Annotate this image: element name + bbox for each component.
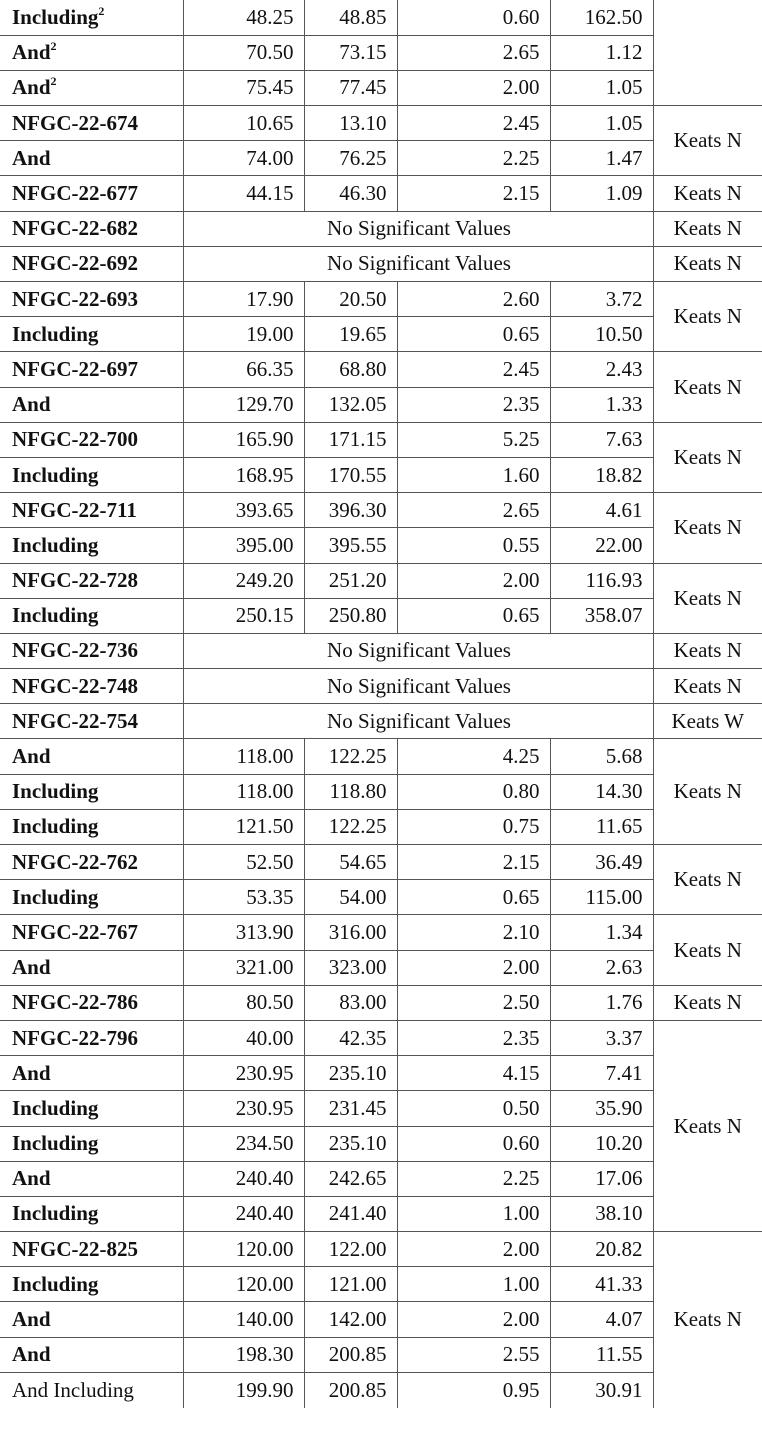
from-cell: 321.00 (183, 950, 304, 985)
hole-id-text: Including (12, 321, 99, 346)
to-cell: 323.00 (304, 950, 397, 985)
length-cell: 2.15 (397, 176, 550, 211)
length-cell: 2.50 (397, 985, 550, 1020)
zone-cell: Keats N (653, 669, 762, 704)
table-row (0, 845, 762, 880)
no-values-note: No Significant Values (183, 704, 653, 739)
grade-cell: 1.05 (550, 70, 653, 105)
to-cell: 118.80 (304, 774, 397, 809)
hole-id-cell (0, 35, 183, 70)
from-cell: 249.20 (183, 563, 304, 598)
grade-cell: 18.82 (550, 457, 653, 492)
table-row (0, 669, 762, 704)
length-cell: 2.55 (397, 1337, 550, 1372)
table-row (0, 598, 762, 633)
footnote-marker: 2 (50, 39, 57, 54)
table-row (0, 704, 762, 739)
table-row (0, 563, 762, 598)
footnote-marker: 2 (98, 3, 105, 18)
table-row (0, 176, 762, 211)
length-cell: 0.75 (397, 809, 550, 844)
from-cell: 74.00 (183, 141, 304, 176)
zone-cell (653, 0, 762, 106)
hole-id-text: NFGC-22-692 (12, 251, 138, 276)
hole-id-text: Including (12, 603, 99, 628)
grade-cell: 7.41 (550, 1056, 653, 1091)
from-cell: 75.45 (183, 70, 304, 105)
table-row (0, 915, 762, 950)
zone-cell: Keats N (653, 845, 762, 915)
hole-id-cell (0, 633, 183, 668)
hole-id-text: Including (12, 462, 99, 487)
grade-cell: 1.12 (550, 35, 653, 70)
hole-id-text: Including (12, 1095, 99, 1120)
grade-cell: 10.50 (550, 317, 653, 352)
footnote-marker: 2 (50, 74, 57, 89)
to-cell: 241.40 (304, 1196, 397, 1231)
length-cell: 0.95 (397, 1372, 550, 1407)
zone-cell: Keats N (653, 563, 762, 633)
from-cell: 19.00 (183, 317, 304, 352)
from-cell: 120.00 (183, 1232, 304, 1267)
from-cell: 250.15 (183, 598, 304, 633)
hole-id-cell (0, 317, 183, 352)
hole-id-cell (0, 1056, 183, 1091)
hole-id-cell (0, 422, 183, 457)
to-cell: 132.05 (304, 387, 397, 422)
length-cell: 5.25 (397, 422, 550, 457)
grade-cell: 10.20 (550, 1126, 653, 1161)
length-cell: 1.00 (397, 1196, 550, 1231)
to-cell: 83.00 (304, 985, 397, 1020)
zone-cell: Keats N (653, 915, 762, 985)
length-cell: 0.65 (397, 317, 550, 352)
grade-cell: 14.30 (550, 774, 653, 809)
from-cell: 118.00 (183, 774, 304, 809)
to-cell: 171.15 (304, 422, 397, 457)
grade-cell: 7.63 (550, 422, 653, 457)
from-cell: 80.50 (183, 985, 304, 1020)
from-cell: 121.50 (183, 809, 304, 844)
length-cell: 2.10 (397, 915, 550, 950)
hole-id-text: NFGC-22-711 (12, 497, 137, 522)
zone-cell: Keats N (653, 246, 762, 281)
hole-id-cell (0, 669, 183, 704)
hole-id-cell (0, 809, 183, 844)
hole-id-text: And (12, 744, 51, 769)
grade-cell: 11.65 (550, 809, 653, 844)
hole-id-cell (0, 211, 183, 246)
length-cell: 1.60 (397, 457, 550, 492)
grade-cell: 1.09 (550, 176, 653, 211)
from-cell: 10.65 (183, 106, 304, 141)
from-cell: 230.95 (183, 1056, 304, 1091)
zone-cell: Keats N (653, 176, 762, 211)
hole-id-text: And (12, 145, 51, 170)
grade-cell: 1.76 (550, 985, 653, 1020)
hole-id-cell (0, 985, 183, 1020)
to-cell: 142.00 (304, 1302, 397, 1337)
grade-cell: 4.07 (550, 1302, 653, 1337)
from-cell: 198.30 (183, 1337, 304, 1372)
hole-id-text: Including (12, 1271, 99, 1296)
grade-cell: 1.33 (550, 387, 653, 422)
grade-cell: 2.63 (550, 950, 653, 985)
table-row (0, 106, 762, 141)
to-cell: 170.55 (304, 457, 397, 492)
hole-id-text: And (12, 75, 51, 100)
hole-id-text: Including (12, 1201, 99, 1226)
grade-cell: 17.06 (550, 1161, 653, 1196)
length-cell: 2.65 (397, 493, 550, 528)
hole-id-cell (0, 774, 183, 809)
hole-id-cell (0, 1196, 183, 1231)
grade-cell: 36.49 (550, 845, 653, 880)
from-cell: 66.35 (183, 352, 304, 387)
from-cell: 313.90 (183, 915, 304, 950)
hole-id-text: NFGC-22-677 (12, 181, 138, 206)
table-row (0, 1056, 762, 1091)
hole-id-text: NFGC-22-674 (12, 110, 138, 135)
hole-id-text: NFGC-22-682 (12, 216, 138, 241)
to-cell: 316.00 (304, 915, 397, 950)
length-cell: 4.15 (397, 1056, 550, 1091)
table-row (0, 282, 762, 317)
hole-id-text: NFGC-22-796 (12, 1025, 138, 1050)
hole-id-cell (0, 1161, 183, 1196)
hole-id-cell (0, 598, 183, 633)
length-cell: 2.60 (397, 282, 550, 317)
hole-id-cell (0, 457, 183, 492)
table-row (0, 317, 762, 352)
to-cell: 46.30 (304, 176, 397, 211)
to-cell: 395.55 (304, 528, 397, 563)
hole-id-text: And (12, 40, 51, 65)
zone-cell: Keats N (653, 633, 762, 668)
hole-id-text: NFGC-22-748 (12, 673, 138, 698)
hole-id-cell (0, 528, 183, 563)
length-cell: 0.80 (397, 774, 550, 809)
length-cell: 2.35 (397, 1020, 550, 1055)
length-cell: 0.65 (397, 598, 550, 633)
hole-id-cell (0, 70, 183, 105)
length-cell: 1.00 (397, 1267, 550, 1302)
table-row (0, 774, 762, 809)
zone-cell: Keats N (653, 352, 762, 422)
zone-cell: Keats N (653, 282, 762, 352)
from-cell: 48.25 (183, 0, 304, 35)
grade-cell: 5.68 (550, 739, 653, 774)
length-cell: 0.60 (397, 0, 550, 35)
grade-cell: 1.05 (550, 106, 653, 141)
to-cell: 77.45 (304, 70, 397, 105)
grade-cell: 38.10 (550, 1196, 653, 1231)
hole-id-text: NFGC-22-736 (12, 638, 138, 663)
length-cell: 0.50 (397, 1091, 550, 1126)
grade-cell: 30.91 (550, 1372, 653, 1407)
hole-id-text: Including (12, 814, 99, 839)
hole-id-cell (0, 880, 183, 915)
to-cell: 122.00 (304, 1232, 397, 1267)
to-cell: 54.00 (304, 880, 397, 915)
hole-id-text: NFGC-22-693 (12, 286, 138, 311)
table-row (0, 809, 762, 844)
table-row (0, 493, 762, 528)
to-cell: 396.30 (304, 493, 397, 528)
to-cell: 122.25 (304, 739, 397, 774)
from-cell: 129.70 (183, 387, 304, 422)
hole-id-text: NFGC-22-825 (12, 1236, 138, 1261)
from-cell: 240.40 (183, 1196, 304, 1231)
length-cell: 2.25 (397, 1161, 550, 1196)
no-values-note: No Significant Values (183, 633, 653, 668)
table-row (0, 35, 762, 70)
length-cell: 0.55 (397, 528, 550, 563)
to-cell: 242.65 (304, 1161, 397, 1196)
hole-id-text: NFGC-22-767 (12, 919, 138, 944)
zone-cell: Keats N (653, 106, 762, 176)
hole-id-cell (0, 1267, 183, 1302)
from-cell: 70.50 (183, 35, 304, 70)
length-cell: 2.00 (397, 950, 550, 985)
hole-id-text: And (12, 1307, 51, 1332)
table-row (0, 1196, 762, 1231)
zone-cell: Keats N (653, 1020, 762, 1231)
from-cell: 234.50 (183, 1126, 304, 1161)
from-cell: 17.90 (183, 282, 304, 317)
hole-id-cell (0, 0, 183, 35)
zone-cell: Keats N (653, 739, 762, 845)
grade-cell: 11.55 (550, 1337, 653, 1372)
to-cell: 122.25 (304, 809, 397, 844)
grade-cell: 2.43 (550, 352, 653, 387)
hole-id-text: NFGC-22-786 (12, 990, 138, 1015)
grade-cell: 115.00 (550, 880, 653, 915)
from-cell: 40.00 (183, 1020, 304, 1055)
table-row (0, 739, 762, 774)
table-row (0, 1126, 762, 1161)
hole-id-cell (0, 141, 183, 176)
table-row (0, 141, 762, 176)
to-cell: 76.25 (304, 141, 397, 176)
hole-id-cell (0, 845, 183, 880)
grade-cell: 3.72 (550, 282, 653, 317)
hole-id-text: NFGC-22-700 (12, 427, 138, 452)
length-cell: 2.25 (397, 141, 550, 176)
table-row (0, 633, 762, 668)
hole-id-text: NFGC-22-697 (12, 356, 138, 381)
to-cell: 235.10 (304, 1126, 397, 1161)
table-row (0, 985, 762, 1020)
hole-id-cell (0, 950, 183, 985)
table-row (0, 211, 762, 246)
hole-id-cell (0, 915, 183, 950)
to-cell: 200.85 (304, 1372, 397, 1407)
to-cell: 251.20 (304, 563, 397, 598)
table-row (0, 880, 762, 915)
hole-id-text: Including (12, 4, 99, 29)
to-cell: 20.50 (304, 282, 397, 317)
hole-id-text: And Including (12, 1377, 134, 1402)
hole-id-text: And (12, 1166, 51, 1191)
hole-id-text: And (12, 955, 51, 980)
grade-cell: 22.00 (550, 528, 653, 563)
hole-id-cell (0, 106, 183, 141)
to-cell: 54.65 (304, 845, 397, 880)
table-row (0, 352, 762, 387)
table-row (0, 1302, 762, 1337)
length-cell: 2.15 (397, 845, 550, 880)
length-cell: 0.60 (397, 1126, 550, 1161)
table-row (0, 1267, 762, 1302)
hole-id-cell (0, 563, 183, 598)
hole-id-cell (0, 246, 183, 281)
hole-id-cell (0, 1091, 183, 1126)
hole-id-cell (0, 1020, 183, 1055)
hole-id-cell (0, 493, 183, 528)
from-cell: 165.90 (183, 422, 304, 457)
hole-id-text: Including (12, 1131, 99, 1156)
from-cell: 140.00 (183, 1302, 304, 1337)
table-row (0, 528, 762, 563)
no-values-note: No Significant Values (183, 669, 653, 704)
to-cell: 13.10 (304, 106, 397, 141)
length-cell: 2.00 (397, 70, 550, 105)
length-cell: 4.25 (397, 739, 550, 774)
to-cell: 73.15 (304, 35, 397, 70)
hole-id-cell (0, 704, 183, 739)
from-cell: 395.00 (183, 528, 304, 563)
grade-cell: 20.82 (550, 1232, 653, 1267)
hole-id-cell (0, 1337, 183, 1372)
grade-cell: 35.90 (550, 1091, 653, 1126)
from-cell: 393.65 (183, 493, 304, 528)
hole-id-text: And (12, 1342, 51, 1367)
table-row (0, 70, 762, 105)
length-cell: 2.00 (397, 1302, 550, 1337)
from-cell: 199.90 (183, 1372, 304, 1407)
table-row (0, 457, 762, 492)
hole-id-text: And (12, 392, 51, 417)
grade-cell: 4.61 (550, 493, 653, 528)
hole-id-cell (0, 1126, 183, 1161)
length-cell: 2.00 (397, 563, 550, 598)
grade-cell: 41.33 (550, 1267, 653, 1302)
grade-cell: 1.47 (550, 141, 653, 176)
table-row (0, 422, 762, 457)
to-cell: 121.00 (304, 1267, 397, 1302)
hole-id-cell (0, 1232, 183, 1267)
length-cell: 2.35 (397, 387, 550, 422)
length-cell: 2.00 (397, 1232, 550, 1267)
to-cell: 231.45 (304, 1091, 397, 1126)
table-row (0, 1091, 762, 1126)
table-row (0, 1372, 762, 1407)
table-row (0, 246, 762, 281)
from-cell: 44.15 (183, 176, 304, 211)
to-cell: 19.65 (304, 317, 397, 352)
from-cell: 52.50 (183, 845, 304, 880)
table-row (0, 1232, 762, 1267)
zone-cell: Keats N (653, 422, 762, 492)
from-cell: 230.95 (183, 1091, 304, 1126)
length-cell: 2.45 (397, 352, 550, 387)
grade-cell: 358.07 (550, 598, 653, 633)
to-cell: 200.85 (304, 1337, 397, 1372)
hole-id-cell (0, 352, 183, 387)
to-cell: 48.85 (304, 0, 397, 35)
from-cell: 118.00 (183, 739, 304, 774)
hole-id-text: NFGC-22-754 (12, 708, 138, 733)
to-cell: 68.80 (304, 352, 397, 387)
length-cell: 0.65 (397, 880, 550, 915)
hole-id-text: NFGC-22-762 (12, 849, 138, 874)
from-cell: 168.95 (183, 457, 304, 492)
hole-id-cell (0, 1372, 183, 1407)
zone-cell: Keats N (653, 985, 762, 1020)
from-cell: 240.40 (183, 1161, 304, 1196)
zone-cell: Keats W (653, 704, 762, 739)
hole-id-text: Including (12, 884, 99, 909)
table-row (0, 1020, 762, 1055)
from-cell: 53.35 (183, 880, 304, 915)
hole-id-text: Including (12, 779, 99, 804)
to-cell: 42.35 (304, 1020, 397, 1055)
zone-cell: Keats N (653, 493, 762, 563)
grade-cell: 3.37 (550, 1020, 653, 1055)
grade-cell: 116.93 (550, 563, 653, 598)
table-row (0, 387, 762, 422)
table-row (0, 1161, 762, 1196)
hole-id-cell (0, 739, 183, 774)
to-cell: 235.10 (304, 1056, 397, 1091)
hole-id-text: NFGC-22-728 (12, 568, 138, 593)
hole-id-cell (0, 176, 183, 211)
table-row (0, 0, 762, 35)
from-cell: 120.00 (183, 1267, 304, 1302)
no-values-note: No Significant Values (183, 211, 653, 246)
table-row (0, 1337, 762, 1372)
hole-id-text: Including (12, 532, 99, 557)
grade-cell: 1.34 (550, 915, 653, 950)
to-cell: 250.80 (304, 598, 397, 633)
no-values-note: No Significant Values (183, 246, 653, 281)
grade-cell: 162.50 (550, 0, 653, 35)
hole-id-cell (0, 387, 183, 422)
hole-id-text: And (12, 1060, 51, 1085)
table-row (0, 950, 762, 985)
hole-id-cell (0, 282, 183, 317)
hole-id-cell (0, 1302, 183, 1337)
length-cell: 2.65 (397, 35, 550, 70)
zone-cell: Keats N (653, 211, 762, 246)
zone-cell: Keats N (653, 1232, 762, 1408)
length-cell: 2.45 (397, 106, 550, 141)
